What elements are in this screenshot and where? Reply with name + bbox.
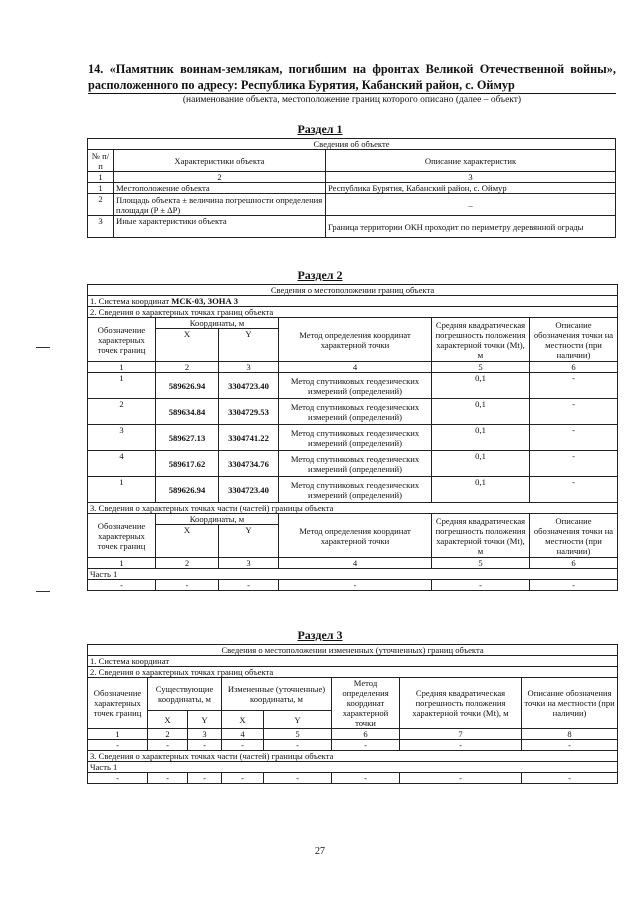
coords-header: Координаты, м: [156, 514, 279, 525]
dash-cell: -: [530, 580, 618, 591]
error-header: Средняя квадратическая погрешность положения характерной точки (Mt), м: [400, 678, 522, 729]
point-header: Обозначение характерных точек границ: [88, 318, 156, 362]
section2-table-title: Сведения о местоположении границ объекта: [88, 285, 618, 296]
y-cell: 3304723.40: [219, 477, 279, 503]
index-cell: 3: [326, 172, 616, 183]
characteristic-cell: Местоположение объекта: [114, 183, 326, 194]
col-characteristics-header: Характеристики объекта: [114, 150, 326, 172]
table-row: [88, 373, 618, 399]
margin-mark: [36, 591, 50, 592]
dash-cell: -: [332, 740, 400, 751]
table-row: [88, 477, 618, 503]
page-number: 27: [315, 846, 325, 857]
index-cell: 3: [219, 362, 279, 373]
section2-heading: Раздел 2: [297, 268, 343, 282]
row-number: 2: [88, 194, 114, 216]
point-cell: 2: [88, 399, 156, 425]
part-subtitle: 3. Сведения о характерных точках части (частей) границы объекта: [88, 751, 618, 762]
section1-heading: Раздел 1: [297, 122, 343, 136]
y-header: Y: [219, 329, 279, 362]
object-caption: (наименование объекта, местоположение границ которого описано (далее – объект): [182, 95, 522, 105]
description-cell: Граница территории ОКН проходит по периметру деревянной ограды: [326, 216, 616, 238]
index-cell: 1: [88, 558, 156, 569]
dash-cell: -: [156, 580, 219, 591]
part-subtitle: 3. Сведения о характерных точках части (частей) границы объекта: [88, 503, 618, 514]
dash-cell: -: [522, 773, 618, 784]
y-header: Y: [219, 525, 279, 558]
existing-coords-header: Существующие координаты, м: [148, 678, 222, 711]
index-cell: 3: [219, 558, 279, 569]
method-cell: Метод спутниковых геодезических измерений (определений): [279, 477, 432, 503]
method-cell: Метод спутниковых геодезических измерений (определений): [279, 399, 432, 425]
coordinate-system-label: 1. Система координат: [90, 296, 172, 306]
dash-cell: -: [148, 740, 188, 751]
error-cell: 0,1: [432, 425, 530, 451]
changed-coords-header: Измененные (уточненные) координаты, м: [222, 678, 332, 711]
dash-cell: -: [188, 773, 222, 784]
index-cell: 2: [114, 172, 326, 183]
desc-header: Описание обозначения точки на местности (при наличии): [522, 678, 618, 729]
points-subtitle: 2. Сведения о характерных точках границ объекта: [88, 667, 618, 678]
index-cell: 2: [156, 558, 219, 569]
table-row: [88, 183, 616, 194]
y-cell: 3304723.40: [219, 373, 279, 399]
index-cell: 2: [148, 729, 188, 740]
index-cell: 1: [88, 729, 148, 740]
desc-header: Описание обозначения точки на местности (при наличии): [530, 318, 618, 362]
index-cell: 6: [332, 729, 400, 740]
y-cell: 3304734.76: [219, 451, 279, 477]
dash-cell: -: [88, 773, 148, 784]
object-title: 14. «Памятник воинам-землякам, погибшим на фронтах Великой Отечественной войны», расположенного по адресу: Республика Бурятия, Кабанский район, с. Оймур: [88, 62, 616, 92]
dash-cell: -: [88, 580, 156, 591]
index-cell: 4: [279, 362, 432, 373]
index-cell: 2: [156, 362, 219, 373]
error-cell: 0,1: [432, 477, 530, 503]
x-header: X: [156, 525, 219, 558]
index-cell: 6: [530, 362, 618, 373]
section3-table: [87, 644, 618, 784]
desc-header: Описание обозначения точки на местности (при наличии): [530, 514, 618, 558]
table-row: [88, 425, 618, 451]
x-header: X: [222, 711, 264, 729]
section3-table-title: Сведения о местоположении измененных (уточненных) границ объекта: [88, 645, 618, 656]
characteristic-cell: Иные характеристики объекта: [114, 216, 326, 238]
desc-cell: -: [530, 477, 618, 503]
index-cell: 5: [432, 362, 530, 373]
error-cell: 0,1: [432, 373, 530, 399]
desc-cell: -: [530, 373, 618, 399]
method-header: Метод определения координат характерной точки: [279, 318, 432, 362]
points-subtitle: 2. Сведения о характерных точках границ объекта: [88, 307, 618, 318]
error-header: Средняя квадратическая погрешность положения характерной точки (Mt), м: [432, 318, 530, 362]
x-cell: 589627.13: [156, 425, 219, 451]
method-cell: Метод спутниковых геодезических измерений (определений): [279, 451, 432, 477]
dash-cell: -: [264, 740, 332, 751]
margin-mark: [36, 347, 50, 348]
title-underline: [88, 93, 616, 94]
table-row: [88, 580, 618, 591]
col-number-header: № п/п: [88, 150, 114, 172]
section3-heading: Раздел 3: [297, 628, 343, 642]
section2-table: [87, 284, 618, 591]
index-cell: 3: [188, 729, 222, 740]
section1-table: [87, 138, 616, 238]
index-cell: 5: [264, 729, 332, 740]
col-description-header: Описание характеристик: [326, 150, 616, 172]
coords-header: Координаты, м: [156, 318, 279, 329]
row-number: 1: [88, 183, 114, 194]
characteristic-cell: Площадь объекта ± величина погрешности определения площади (P ± ΔP): [114, 194, 326, 216]
table-row: [88, 216, 616, 238]
index-cell: 5: [432, 558, 530, 569]
x-cell: 589617.62: [156, 451, 219, 477]
y-cell: 3304741.22: [219, 425, 279, 451]
error-cell: 0,1: [432, 399, 530, 425]
dash-cell: -: [188, 740, 222, 751]
point-cell: 3: [88, 425, 156, 451]
dash-cell: -: [222, 773, 264, 784]
point-header: Обозначение характерных точек границ: [88, 678, 148, 729]
dash-cell: -: [219, 580, 279, 591]
section1-table-title: Сведения об объекте: [88, 139, 616, 150]
table-row: [88, 740, 618, 751]
error-cell: 0,1: [432, 451, 530, 477]
point-cell: 1: [88, 477, 156, 503]
table-row: [88, 773, 618, 784]
point-cell: 1: [88, 373, 156, 399]
x-cell: 589626.94: [156, 477, 219, 503]
dash-cell: -: [332, 773, 400, 784]
error-header: Средняя квадратическая погрешность положения характерной точки (Mt), м: [432, 514, 530, 558]
x-cell: 589626.94: [156, 373, 219, 399]
desc-cell: -: [530, 451, 618, 477]
dash-cell: -: [432, 580, 530, 591]
table-row: [88, 399, 618, 425]
dash-cell: -: [88, 740, 148, 751]
dash-cell: -: [522, 740, 618, 751]
dash-cell: -: [222, 740, 264, 751]
index-cell: 6: [530, 558, 618, 569]
method-cell: Метод спутниковых геодезических измерений (определений): [279, 373, 432, 399]
x-header: X: [148, 711, 188, 729]
index-cell: 1: [88, 172, 114, 183]
dash-cell: -: [400, 740, 522, 751]
coordinate-system-row: [88, 296, 618, 307]
index-cell: 4: [279, 558, 432, 569]
part-label: Часть 1: [88, 569, 618, 580]
coordinate-system-row: 1. Система координат: [88, 656, 618, 667]
index-cell: 8: [522, 729, 618, 740]
dash-cell: -: [400, 773, 522, 784]
index-cell: 4: [222, 729, 264, 740]
point-header: Обозначение характерных точек границ: [88, 514, 156, 558]
y-header: Y: [264, 711, 332, 729]
index-cell: 1: [88, 362, 156, 373]
row-number: 3: [88, 216, 114, 238]
x-cell: 589634.84: [156, 399, 219, 425]
method-header: Метод определения координат характерной точки: [279, 514, 432, 558]
desc-cell: -: [530, 425, 618, 451]
desc-cell: -: [530, 399, 618, 425]
x-header: X: [156, 329, 219, 362]
method-header: Метод определения координат характерной точки: [332, 678, 400, 729]
description-cell: Республика Бурятия, Кабанский район, с. Оймур: [326, 183, 616, 194]
dash-cell: -: [264, 773, 332, 784]
y-cell: 3304729.53: [219, 399, 279, 425]
y-header: Y: [188, 711, 222, 729]
table-row: [88, 194, 616, 216]
method-cell: Метод спутниковых геодезических измерений (определений): [279, 425, 432, 451]
dash-cell: -: [279, 580, 432, 591]
dash-cell: -: [148, 773, 188, 784]
point-cell: 4: [88, 451, 156, 477]
table-row: [88, 451, 618, 477]
description-cell: –: [326, 194, 616, 216]
coordinate-system-value: МСК-03, ЗОНА 3: [171, 296, 239, 306]
part-label: Часть 1: [88, 762, 618, 773]
index-cell: 7: [400, 729, 522, 740]
